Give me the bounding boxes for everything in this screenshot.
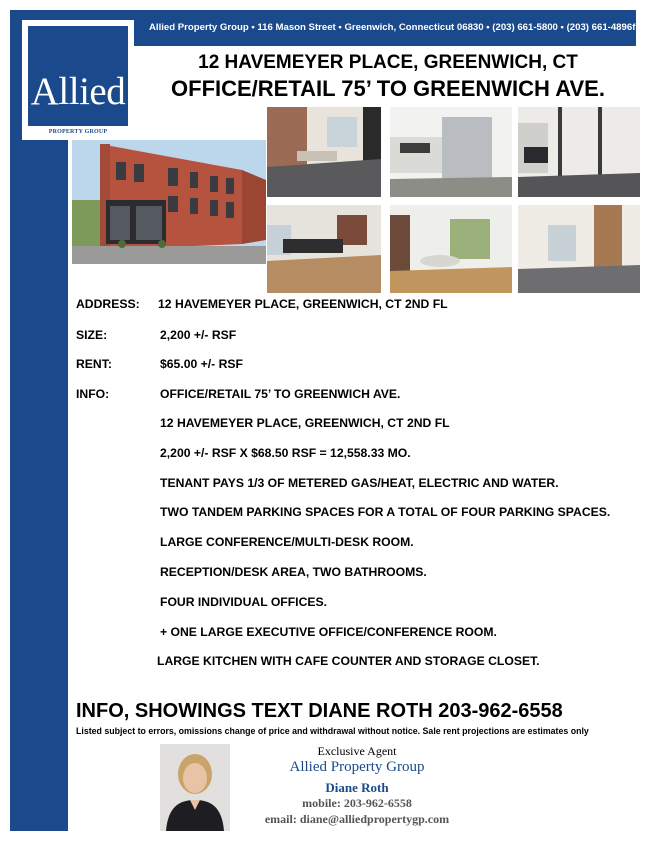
info-line: FOUR INDIVIDUAL OFFICES. [160,595,328,609]
agent-photo [160,744,230,831]
agent-company: Allied Property Group [289,759,425,775]
logo-name: Allied [30,70,126,113]
agent-mobile[interactable]: mobile: 203-962-6558 [302,796,412,810]
disclaimer: Listed subject to errors, omissions change of price and withdrawal without notice. Sale rent projections are estimates only [76,726,589,736]
agent-role: Exclusive Agent [317,744,397,758]
building-exterior-photo [72,140,266,264]
info-line: TENANT PAYS 1/3 OF METERED GAS/HEAT, ELECTRIC AND WATER. [160,476,559,490]
agent-name: Diane Roth [325,780,389,795]
address-label: ADDRESS: [76,297,140,311]
size-label: SIZE: [76,328,108,342]
interior-photo-4 [267,205,381,293]
info-line: OFFICE/RETAIL 75’ TO GREENWICH AVE. [160,387,401,401]
logo-subtitle: PROPERTY GROUP [48,129,108,135]
info-line: RECEPTION/DESK AREA, TWO BATHROOMS. [160,565,427,579]
info-line: 2,200 +/- RSF X $68.50 RSF = 12,558.33 MO. [160,446,411,460]
header-contact-line: Allied Property Group • 116 Mason Street • Greenwich, Connecticut 06830 • (203) 661-5800 • (203) 661-4896f [149,22,636,33]
page-title: 12 HAVEMEYER PLACE, GREENWICH, CT [198,52,578,73]
interior-photo-6 [518,205,640,293]
info-label: INFO: [76,387,110,401]
info-line: LARGE KITCHEN WITH CAFE COUNTER AND STORAGE CLOSET. [157,654,540,668]
agent-email[interactable]: email: diane@alliedpropertygp.com [264,812,450,826]
interior-photo-2 [390,107,512,197]
contact-callout: INFO, SHOWINGS TEXT DIANE ROTH 203-962-6558 [76,700,563,722]
info-line: TWO TANDEM PARKING SPACES FOR A TOTAL OF FOUR PARKING SPACES. [160,505,611,519]
rent-value: $65.00 +/- RSF [160,357,243,371]
info-line: + ONE LARGE EXECUTIVE OFFICE/CONFERENCE ROOM. [160,625,497,639]
interior-photo-5 [390,205,512,293]
interior-photo-1 [267,107,381,197]
address-value: 12 HAVEMEYER PLACE, GREENWICH, CT 2ND FL [158,297,448,311]
info-line: 12 HAVEMEYER PLACE, GREENWICH, CT 2ND FL [160,416,450,430]
interior-photo-3 [518,107,640,197]
info-line: LARGE CONFERENCE/MULTI-DESK ROOM. [160,535,414,549]
rent-label: RENT: [76,357,112,371]
page-subtitle: OFFICE/RETAIL 75’ TO GREENWICH AVE. [171,76,605,101]
size-value: 2,200 +/- RSF [160,328,237,342]
